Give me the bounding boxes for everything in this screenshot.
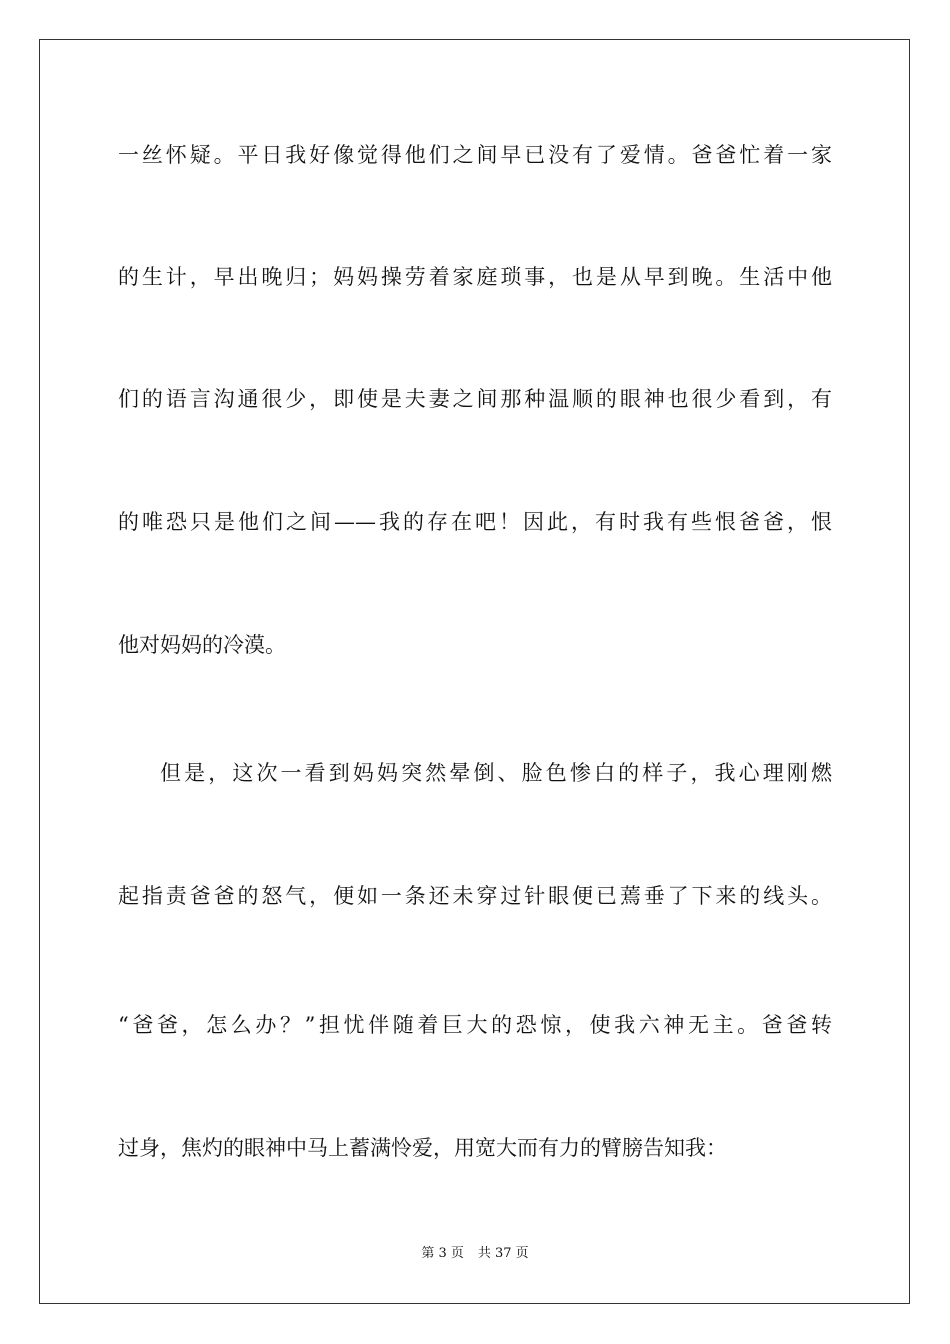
body-text-line-9: 过身，焦灼的眼神中马上蓄满怜爱，用宽大而有力的臂膀告知我： [118, 1136, 727, 1160]
body-text-line-2: 的生计，早出晚归；妈妈操劳着家庭琐事，也是从早到晚。生活中他 [118, 265, 832, 289]
body-text-line-4: 的唯恐只是他们之间——我的存在吧！因此，有时我有些恨爸爸，恨 [118, 510, 832, 534]
page-footer [0, 1242, 950, 1261]
body-text-line-3: 们的语言沟通很少，即使是夫妻之间那种温顺的眼神也很少看到，有 [118, 387, 832, 411]
body-text-line-6: 但是，这次一看到妈妈突然晕倒、脸色惨白的样子，我心理刚燃 [160, 761, 832, 785]
page-number: 第 3 页 [421, 1246, 464, 1261]
page-border [39, 39, 910, 1304]
body-text-line-5: 他对妈妈的冷漠。 [118, 633, 286, 657]
body-text-line-8: “爸爸，怎么办？”担忧伴随着巨大的恐惊，使我六神无主。爸爸转 [118, 1013, 832, 1037]
body-text-line-1: 一丝怀疑。平日我好像觉得他们之间早已没有了爱情。爸爸忙着一家 [118, 143, 832, 167]
body-text-line-7: 起指责爸爸的怒气，便如一条还未穿过针眼便已蔫垂了下来的线头。 [118, 884, 832, 908]
total-pages: 共 37 页 [477, 1246, 529, 1261]
